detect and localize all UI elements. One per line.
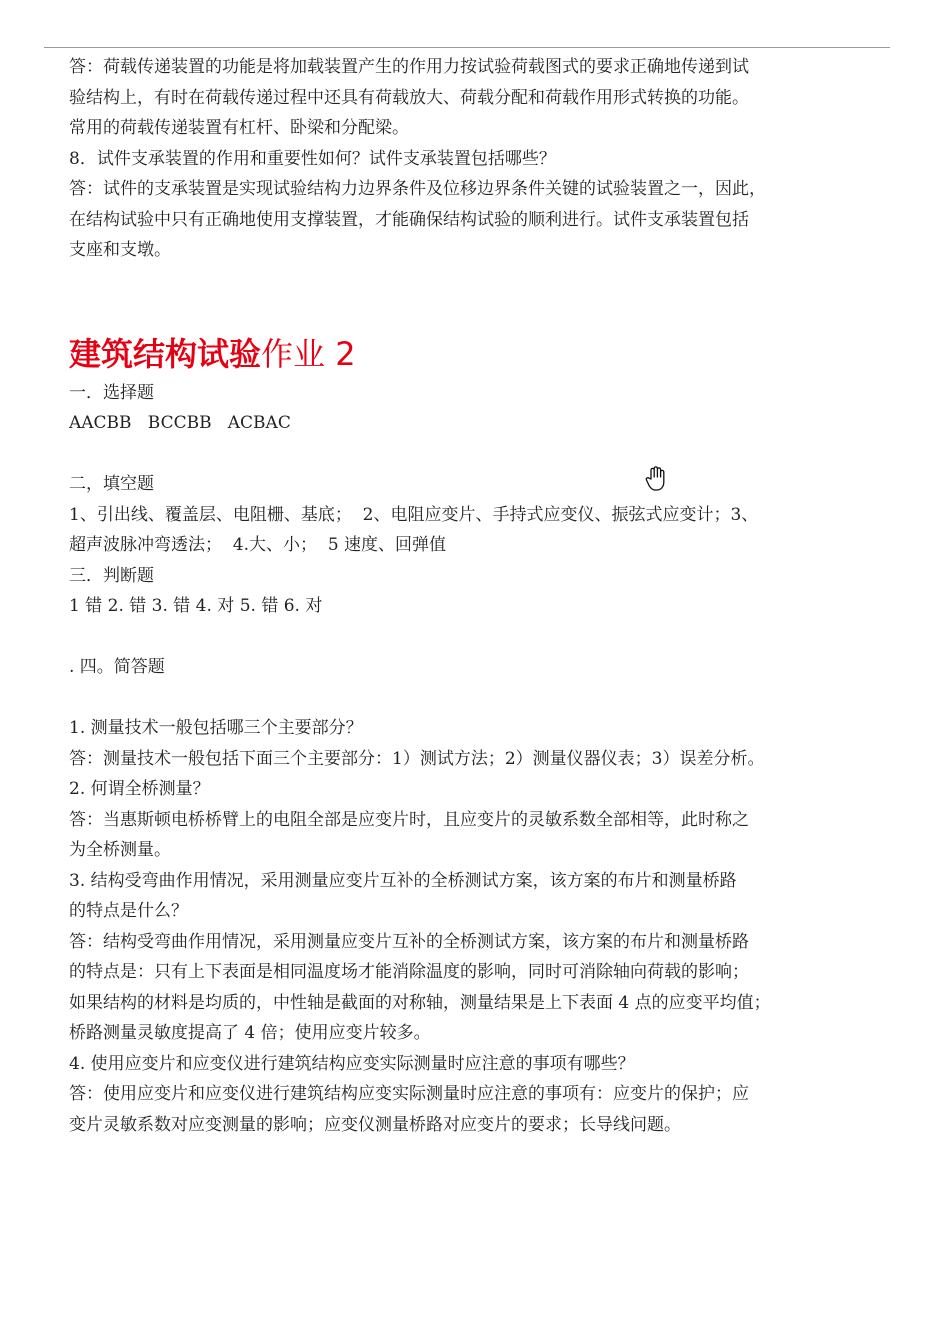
short-question-3-line-1: 3. 结构受弯曲作用情况，采用测量应变片互补的全桥测试方案，该方案的布片和测量桥路 — [69, 870, 737, 891]
answer-7-line-2: 验结构上，有时在荷载传递过程中还具有荷载放大、荷载分配和荷载作用形式转换的功能。 — [69, 87, 749, 108]
answer-7-line-1: 答：荷载传递装置的功能是将加载装置产生的作用力按试验荷载图式的要求正确地传递到试 — [69, 57, 749, 77]
answer-8-line-3: 支座和支墩。 — [69, 240, 171, 260]
fill-answers-line-2: 超声波脉冲弯透法； 4.大、小； 5 速度、回弹值 — [69, 535, 447, 555]
answer-7-line-3: 常用的荷载传递装置有杠杆、卧梁和分配梁。 — [69, 118, 409, 138]
short-question-1: 1. 测量技术一般包括哪三个主要部分？ — [69, 718, 363, 738]
question-8: 8．试件支承装置的作用和重要性如何？试件支承装置包括哪些？ — [69, 148, 556, 169]
answer-8-line-2: 在结构试验中只有正确地使用支撑装置，才能确保结构试验的顺利进行。试件支承装置包括 — [69, 209, 749, 230]
hand-cursor-icon — [645, 465, 669, 493]
section-title-bold: 建筑结构试验 — [69, 334, 262, 373]
answer-8-line-1: 答：试件的支承装置是实现试验结构力边界条件及位移边界条件关键的试验装置之一，因此， — [69, 179, 766, 199]
short-answer-1: 答：测量技术一般包括下面三个主要部分：1）测试方法；2）测量仪器仪表；3）误差分析。 — [69, 748, 765, 769]
short-answer-3-line-4: 桥路测量灵敏度提高了 4 倍；使用应变片较多。 — [69, 1023, 431, 1043]
short-answer-heading: . 四。简答题 — [69, 657, 165, 677]
choice-answers: AACBB BCCBB ACBAC — [69, 413, 291, 433]
short-question-4: 4. 使用应变片和应变仪进行建筑结构应变实际测量时应注意的事项有哪些？ — [69, 1053, 635, 1074]
section-title-light: 作业 2 — [261, 334, 356, 373]
short-answer-4-line-1: 答：使用应变片和应变仪进行建筑结构应变实际测量时应注意的事项有：应变片的保护；应 — [69, 1084, 749, 1104]
short-question-3-line-2: 的特点是什么？ — [69, 901, 188, 921]
document-page — [69, 52, 877, 1140]
judge-answers: 1 错 2. 错 3. 错 4. 对 5. 错 6. 对 — [69, 596, 323, 616]
judge-heading: 三．判断题 — [69, 565, 154, 586]
short-answer-2-line-2: 为全桥测量。 — [69, 840, 171, 860]
short-answer-3-line-1: 答：结构受弯曲作用情况，采用测量应变片互补的全桥测试方案，该方案的布片和测量桥路 — [69, 931, 749, 952]
choice-heading: 一．选择题 — [69, 382, 154, 403]
section-title — [69, 332, 877, 376]
fill-heading: 二，填空题 — [69, 474, 154, 494]
short-answer-3-line-3: 如果结构的材料是均质的，中性轴是截面的对称轴，测量结果是上下表面 4 点的应变平均值； — [69, 992, 771, 1013]
short-answer-4-line-2: 变片灵敏系数对应变测量的影响；应变仪测量桥路对应变片的要求；长导线问题。 — [69, 1114, 681, 1135]
short-answer-3-line-2: 的特点是：只有上下表面是相同温度场才能消除温度的影响，同时可消除轴向荷载的影响； — [69, 962, 749, 982]
short-answer-2-line-1: 答：当惠斯顿电桥桥臂上的电阻全部是应变片时，且应变片的灵敏系数全部相等，此时称之 — [69, 809, 749, 830]
fill-answers-line-1: 1、引出线、覆盖层、电阻栅、基底； 2、电阻应变片、手持式应变仪、振弦式应变计；3、 — [69, 504, 759, 525]
short-question-2: 2. 何谓全桥测量？ — [69, 779, 210, 799]
header-divider — [44, 47, 890, 48]
